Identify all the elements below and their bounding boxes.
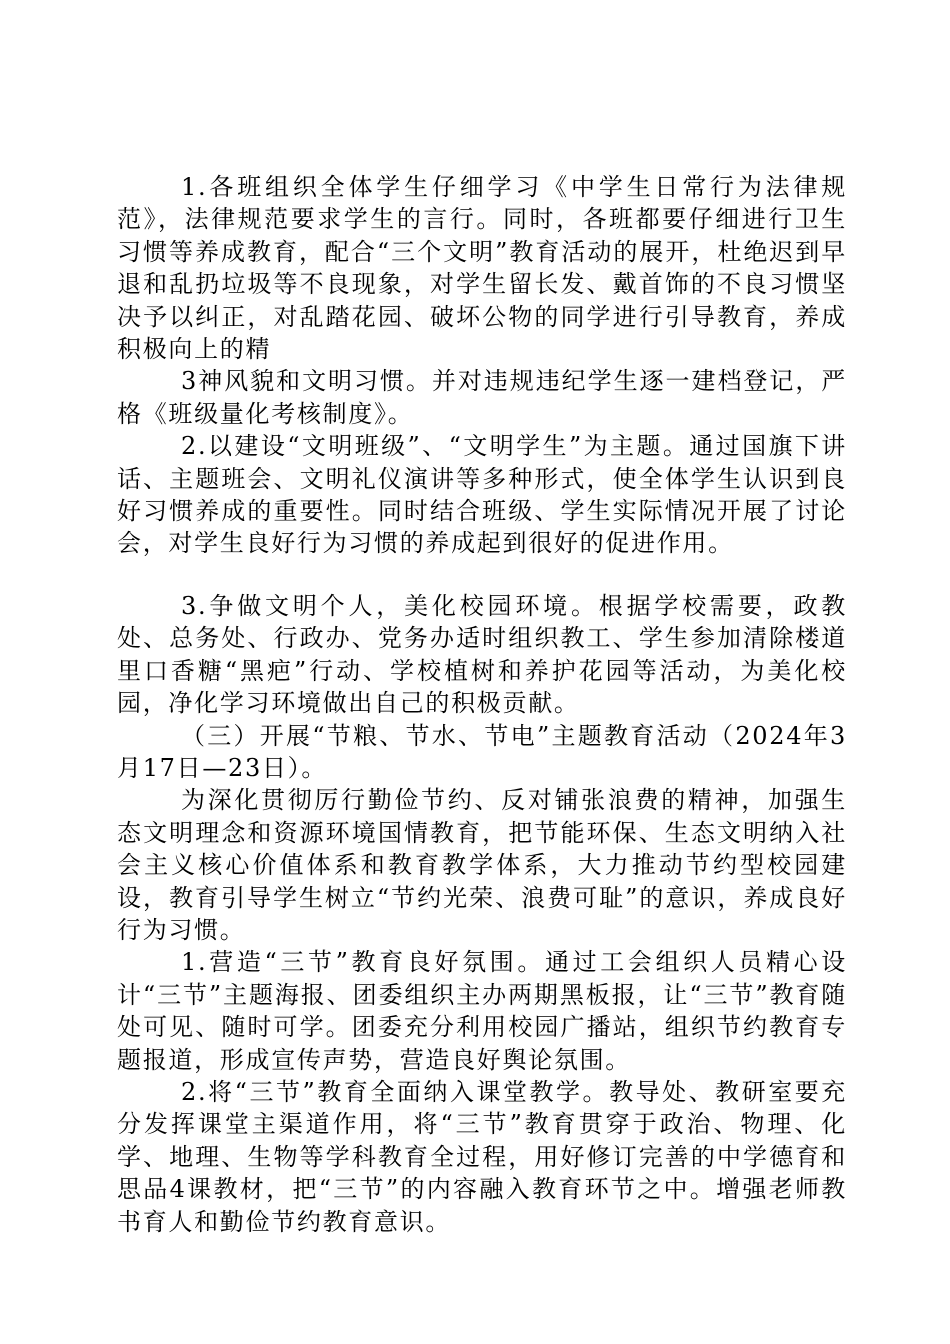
paragraph-saving-1: 1.营造“三节”教育良好氛围。通过工会组织人员精心设计“三节”主题海报、团委组织主办两期黑板报，让“三节”教育随处可见、随时可学。团委充分利用校园广播站，组织节约教育专题报道，形成宣传声势，营造良好舆论氛围。 [117,948,847,1074]
paragraph-intro: 为深化贯彻厉行勤俭节约、反对铺张浪费的精神，加强生态文明理念和资源环境国情教育，把节能环保、生态文明纳入社会主义核心价值体系和教育教学体系，大力推动节约型校园建设，教育引导学生树立“节约光荣、浪费可耻”的意识，养成良好行为习惯。 [117,786,847,944]
paragraph-habits-1-cont: 3神风貌和文明习惯。并对违规违纪学生逐一建档登记，严格《班级量化考核制度》。 [117,367,847,428]
paragraph-habits-2: 2.以建设“文明班级”、“文明学生”为主题。通过国旗下讲话、主题班会、文明礼仪演讲等多种形式，使全体学生认识到良好习惯养成的重要性。同时结合班级、学生实际情况开展了讨论会，对学生良好行为习惯的养成起到很好的促进作用。 [117,432,847,558]
paragraph-habits-1: 1.各班组织全体学生仔细学习《中学生日常行为法律规范》，法律规范要求学生的言行。同时，各班都要仔细进行卫生习惯等养成教育，配合“三个文明”教育活动的展开，杜绝迟到早退和乱扔垃圾等不良现象，对学生留长发、戴首饰的不良习惯坚决予以纠正，对乱踏花园、破坏公物的同学进行引导教育，养成积极向上的精 [117,173,847,364]
paragraph-habits-3: 3.争做文明个人，美化校园环境。根据学校需要，政教处、总务处、行政办、党务办适时组织教工、学生参加清除楼道里口香糖“黑疤”行动、学校植树和养护花园等活动，为美化校园，净化学习环境做出自己的积极贡献。 [117,591,847,718]
paragraph-gap [117,560,847,590]
document-body [117,171,847,1238]
section-heading-three: （三）开展“节粮、节水、节电”主题教育活动（2024年3月17日—23日）。 [117,721,847,782]
paragraph-saving-2: 2.将“三节”教育全面纳入课堂教学。教导处、教研室要充分发挥课堂主渠道作用，将“三节”教育贯穿于政治、物理、化学、地理、生物等学科教育全过程，用好修订完善的中学德育和思品4课教材，把“三节”的内容融入教育环节之中。增强老师教书育人和勤俭节约教育意识。 [117,1077,847,1236]
